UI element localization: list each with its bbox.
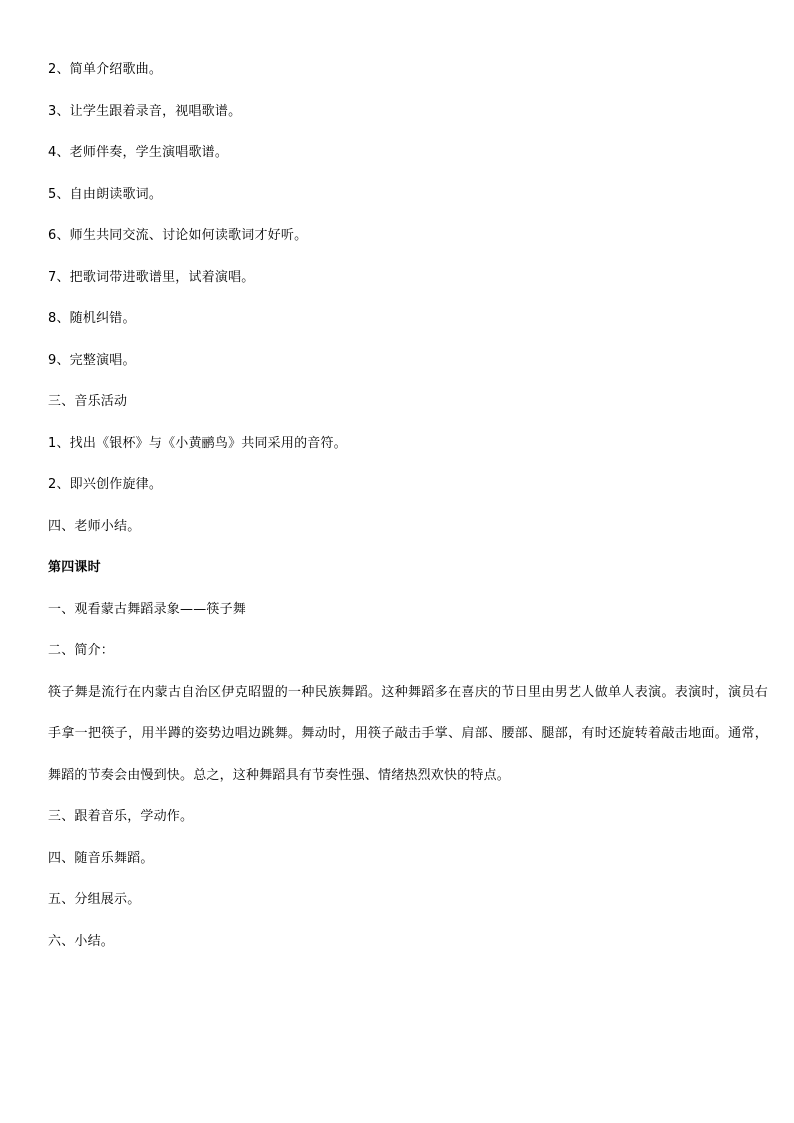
- section-heading: 三、跟着音乐，学动作。: [48, 809, 194, 824]
- step-line: 3、让学生跟着录音，视唱歌谱。: [48, 103, 242, 119]
- document-content: [48, 59, 768, 972]
- step-line: 2、简单介绍歌曲。: [48, 62, 163, 77]
- section-heading: 五、分组展示。: [48, 892, 141, 907]
- section-heading: 二、简介：: [48, 643, 115, 658]
- step-line: 9、完整演唱。: [48, 352, 136, 368]
- step-line: 6、师生共同交流、讨论如何读歌词才好听。: [48, 228, 308, 243]
- step-line: 4、老师伴奏，学生演唱歌谱。: [48, 145, 229, 160]
- step-line: 1、找出《银杯》与《小黄鹂鸟》共同采用的音符。: [48, 435, 347, 451]
- section-heading: 四、老师小结。: [48, 518, 141, 534]
- step-line: 5、自由朗读歌词。: [48, 186, 163, 202]
- section-heading: 三、音乐活动: [48, 394, 128, 409]
- step-line: 8、随机纠错。: [48, 311, 136, 326]
- section-heading: 六、小结。: [48, 933, 115, 949]
- description-paragraph: 筷子舞是流行在内蒙古自治区伊克昭盟的一种民族舞蹈。这种舞蹈多在喜庆的节日里由男艺人做单人表演。表演时，演员右手拿一把筷子，用半蹲的姿势边唱边跳舞。舞动时，用筷子敲击手掌、肩部、腰部、腿部，有时还旋转着敲击地面。通常，舞蹈的节奏会由慢到快。总之，这种舞蹈具有节奏性强、情绪热烈欢快的特点。: [48, 684, 768, 783]
- section-heading: 四、随音乐舞蹈。: [48, 850, 154, 866]
- lesson-heading: 第四课时: [48, 560, 101, 575]
- step-line: 7、把歌词带进歌谱里，试着演唱。: [48, 269, 255, 285]
- section-heading: 一、观看蒙古舞蹈录象——筷子舞: [48, 601, 247, 617]
- step-line: 2、即兴创作旋律。: [48, 477, 163, 492]
